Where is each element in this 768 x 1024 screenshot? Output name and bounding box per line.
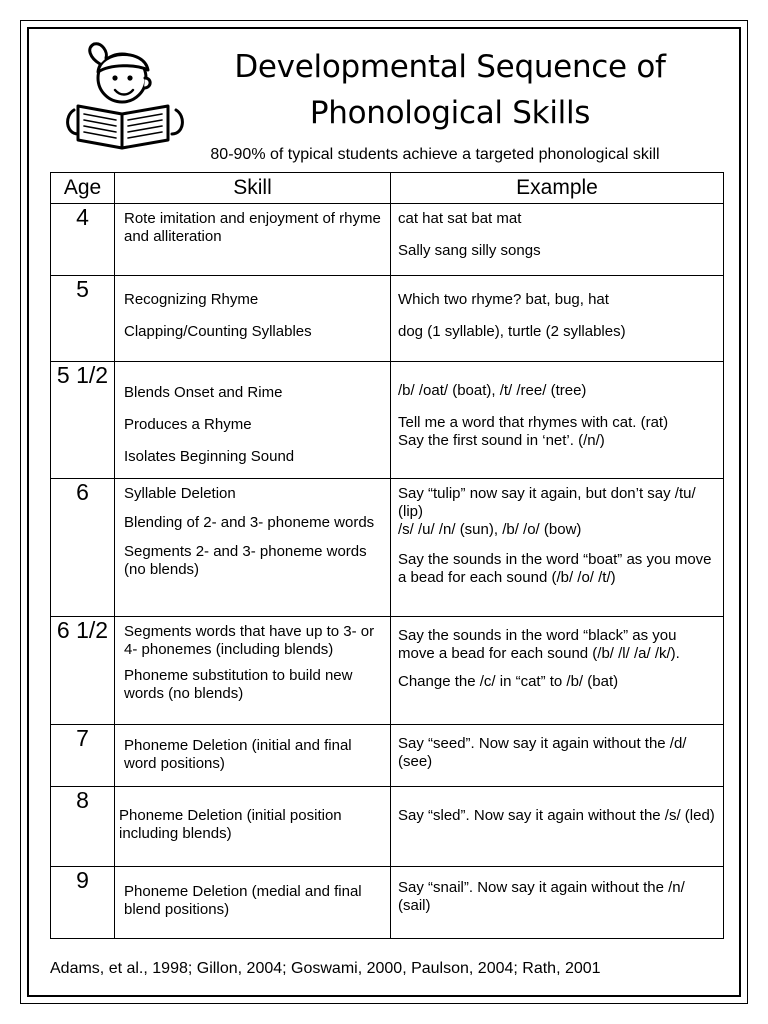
skill-cell [115, 867, 391, 939]
skill-line: Syllable Deletion [124, 485, 236, 502]
example-line: Say “seed”. Now say it again without the /d/ (see) [398, 735, 687, 770]
example-cell [391, 362, 724, 479]
header-age: Age [51, 173, 115, 204]
example-line: Say the sounds in the word “boat” as you move a bead for each sound (/b/ /o/ /t/) [398, 551, 712, 586]
table-row [51, 787, 724, 867]
skill-cell [115, 362, 391, 479]
age-cell: 8 [51, 787, 115, 867]
header-example: Example [391, 173, 724, 204]
header-skill: Skill [115, 173, 391, 204]
skill-line: Phoneme Deletion (initial and final word positions) [124, 737, 352, 772]
table-row [51, 204, 724, 276]
table-row [51, 276, 724, 362]
skill-cell [115, 787, 391, 867]
example-line: Say the first sound in ‘net’. (/n/) [398, 432, 605, 449]
table-header-row [51, 173, 724, 204]
subtitle: 80-90% of typical students achieve a targeted phonological skill [210, 146, 660, 163]
skill-cell [115, 204, 391, 276]
table-row [51, 479, 724, 617]
example-line: Which two rhyme? bat, bug, hat [398, 291, 609, 308]
skill-cell [115, 276, 391, 362]
table-row [51, 617, 724, 725]
skill-cell [115, 479, 391, 617]
age-cell: 6 [51, 479, 115, 617]
example-line: dog (1 syllable), turtle (2 syllables) [398, 323, 626, 340]
skill-cell [115, 617, 391, 725]
example-line: Say the sounds in the word “black” as you move a bead for each sound (/b/ /l/ /a/ /k/). [398, 627, 680, 662]
page-title [200, 44, 700, 136]
age-cell: 7 [51, 725, 115, 787]
skill-line: Blends Onset and Rime [124, 384, 283, 401]
skill-line: Phoneme Deletion (medial and final blend positions) [124, 883, 362, 918]
example-line: Say “sled”. Now say it again without the /s/ (led) [398, 807, 715, 824]
age-cell: 9 [51, 867, 115, 939]
example-line: Sally sang silly songs [398, 242, 541, 259]
table-row [51, 867, 724, 939]
table-row [51, 725, 724, 787]
skill-line: Phoneme substitution to build new words (no blends) [124, 667, 353, 702]
example-cell [391, 617, 724, 725]
age-cell: 4 [51, 204, 115, 276]
skill-cell [115, 725, 391, 787]
citations-footer: Adams, et al., 1998; Gillon, 2004; Goswami, 2000, Paulson, 2004; Rath, 2001 [50, 960, 601, 977]
child-reading-book-icon [60, 34, 190, 152]
skill-line: Clapping/Counting Syllables [124, 323, 312, 340]
skill-line: Rote imitation and enjoyment of rhyme and alliteration [124, 210, 381, 245]
skill-line: Segments words that have up to 3- or 4- phonemes (including blends) [124, 623, 375, 658]
skill-line: Blending of 2- and 3- phoneme words [124, 514, 375, 531]
example-line: Change the /c/ in “cat” to /b/ (bat) [398, 673, 619, 690]
title-line-1: Developmental Sequence of [234, 49, 666, 85]
example-line: Tell me a word that rhymes with cat. (rat) [398, 414, 669, 431]
example-cell [391, 867, 724, 939]
example-cell [391, 276, 724, 362]
example-cell [391, 787, 724, 867]
age-cell: 5 1/2 [51, 362, 115, 479]
example-cell [391, 479, 724, 617]
skill-line: Recognizing Rhyme [124, 291, 259, 308]
example-cell [391, 725, 724, 787]
skill-line: Isolates Beginning Sound [124, 448, 295, 465]
example-line: Say “tulip” now say it again, but don’t say /tu/ (lip) [398, 485, 696, 520]
skill-line: Phoneme Deletion (initial position including blends) [119, 807, 342, 842]
example-line: /s/ /u/ /n/ (sun), /b/ /o/ (bow) [398, 521, 582, 538]
example-cell [391, 204, 724, 276]
skill-line: Segments 2- and 3- phoneme words (no blends) [124, 543, 367, 578]
example-line: cat hat sat bat mat [398, 210, 522, 227]
skills-table [50, 172, 724, 939]
example-line: /b/ /oat/ (boat), /t/ /ree/ (tree) [398, 382, 587, 399]
title-line-2: Phonological Skills [309, 95, 591, 131]
age-cell: 6 1/2 [51, 617, 115, 725]
skill-line: Produces a Rhyme [124, 416, 252, 433]
age-cell: 5 [51, 276, 115, 362]
table-row [51, 362, 724, 479]
example-line: Say “snail”. Now say it again without the /n/ (sail) [398, 879, 685, 914]
